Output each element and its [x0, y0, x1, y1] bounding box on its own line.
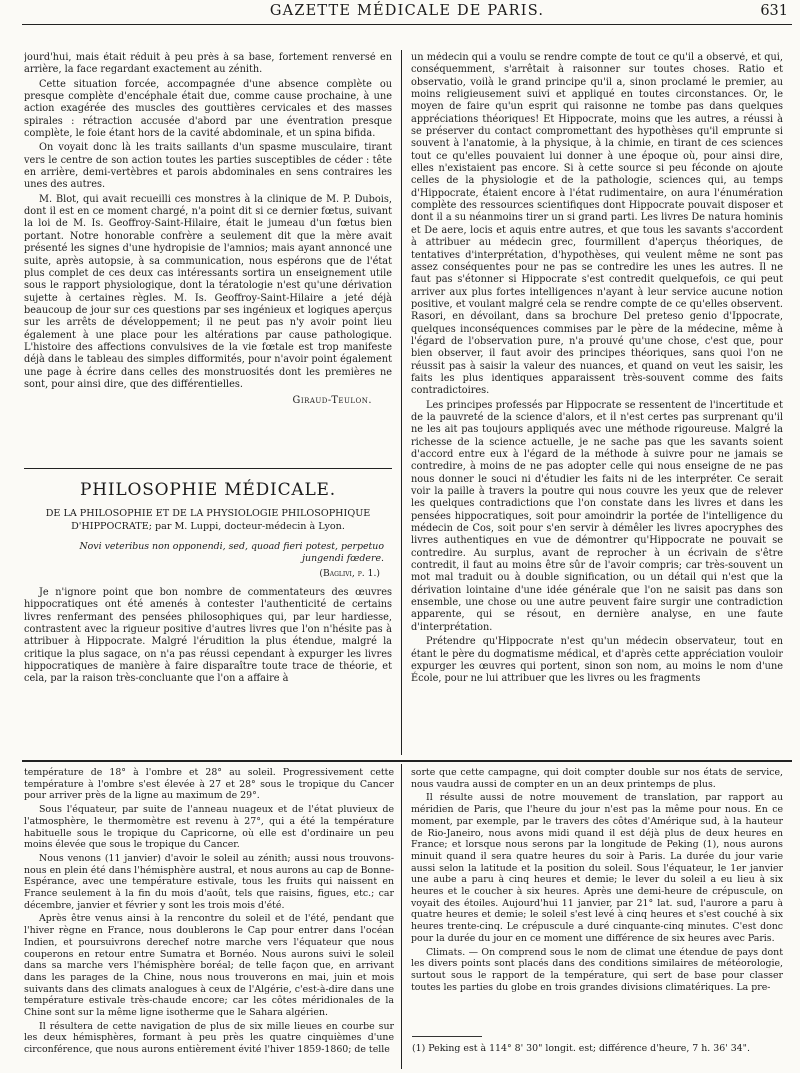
article-title [24, 508, 392, 533]
paragraph: un médecin qui a voulu se rendre compte de tout ce qu'il a observé, et qui, conséquemment, s'arrêtait à raisonner sur toutes choses. Ratio et observatio, voilà le grand principe qu'il a, sinon proclamé le premier, au moins religieusement suivi et appliqué en toutes circonstances. Or, le moyen de faire qu'un esprit qui raisonne ne tombe pas dans quelques appréciations théoriques! Et Hippocrate, moins que les autres, a réussi à se préserver du contact compromettant des hypothèses qu'il emprunte si souvent à l'anatomie, à la physique, à la chimie, en tirant de ces sciences tout ce qu'elles pouvaient lui donner à une époque où, pour ainsi dire, elles n'existaient pas encore. Si à cette source si peu féconde on ajoute celles de la physiologie et de la pathologie, sciences qui, au temps d'Hippocrate, étaient encore à l'état rudimentaire, on aura l'énumération complète des ressources scientifiques dont Hippocrate pouvait disposer et dont il a su néanmoins tirer un si grand parti. Les livres De natura hominis et De aere, locis et aquis entre autres, et que tous les savants s'accordent à attribuer au médecin grec, fourmillent d'aperçus théoriques, de tentatives d'interprétation, d'hypothèses, qui veulent même ne sont pas assez conséquentes pour ne pas se contredire les unes les autres. Il ne faut pas s'étonner si Hippocrate s'est contredit quelquefois, ce qui peut arriver aux plus fortes intelligences n'ayant à leur service aucune notion positive, et voulant malgré cela se rendre compte de ce qu'elles observent. Rasori, en dévoilant, dans sa brochure Del preteso genio d'Ippocrate, quelques inconséquences commises par le père de la médecine, même à l'égard de l'observation pure, n'a prouvé qu'une chose, c'est que, pour bien observer, il faut avoir des principes théoriques, sans quoi l'on ne réussit pas à saisir la valeur des nuances, et quand on veut les saisir, les faits les plus identiques apparaissent très-souvent comme des faits contradictoires. [411, 52, 783, 397]
paragraph: Nous venons (11 janvier) d'avoir le soleil au zénith; aussi nous trouvons-nous en plein été dans l'hémisphère austral, et nous aurons au cap de Bonne-Espérance, avec une température estivale, tous les fruits qui naissent en France seulement à la fin du mois d'août, tels que raisins, figues, etc.; car décembre, janvier et février y sont les trois mois d'été. [24, 852, 394, 911]
article-title-line-1: DE LA PHILOSOPHIE ET DE LA PHYSIOLOGIE PHILOSOPHIQUE [45, 508, 371, 519]
section-title: PHILOSOPHIE MÉDICALE. [80, 480, 336, 500]
bottom-right-column [411, 767, 783, 1033]
paragraph: Il résultera de cette navigation de plus de six mille lieues en courbe sur les deux hémisphères, formant à peu près les quatre cinquièmes d'une circonférence, que nous aurons entièrement évité l'hiver 1859-1860; de telle [24, 1020, 394, 1056]
paragraph: température de 18° à l'ombre et 28° au soleil. Progressivement cette température à l'ombre s'est élevée à 27 et 28° sous le tropique du Cancer pour arriver près de la ligne au maximum de 29°. [24, 767, 394, 802]
paragraph: M. Blot, qui avait recueilli ces monstres à la clinique de M. P. Dubois, dont il est en ce moment chargé, n'a point dit si ce dernier fœtus, suivant la loi de M. Is. Geoffroy-Saint-Hilaire, était le jumeau d'un fœtus bien portant. Notre honorable confrère a seulement dit que la mère avait présenté les signes d'une hydropisie de l'amnios; mais ayant annoncé une suite, après autopsie, à sa communication, nous espérons que de l'état plus complet de ces deux cas intéressants sortira un enseignement utile sous le rapport physiologique, dont la tératologie n'est qu'une dérivation sujette à certaines règles. M. Is. Geoffroy-Saint-Hilaire a jeté déjà beaucoup de jour sur ces questions par ses ingénieux et logiques aperçus sur les arrêts de développement; il ne peut pas n'y avoir point lieu également à une place pour les altérations par cause pathologique. L'histoire des affections convulsives de la vie fœtale est trop manifeste déjà dans le tableau des simples difformités, pour n'avoir point également une page à écrire dans celles des monstruosités dont les premières ne sont, pour ainsi dire, que des différentielles. [24, 193, 392, 390]
column-divider [401, 764, 402, 1069]
paragraph: Après être venus ainsi à la rencontre du soleil et de l'été, pendant que l'hiver règne en France, nous doublerons le Cap pour entrer dans l'océan Indien, et poursuivrons derechef notre marche vers l'équateur que nous couperons en retour entre Sumatra et Bornéo. Nous aurons suivi le soleil dans sa marche vers l'hémisphère boréal; de telle façon que, en arrivant dans les parages de la Chine, nous nous trouverons en mai, juin et mois suivants dans des climats analogues à ceux de l'Algérie, c'est-à-dire dans une température estivale très-chaude encore; car les côtes méridionales de la Chine sont sur la même ligne isotherme que le Sahara algérien. [24, 913, 394, 1019]
article-title-line-2: D'HIPPOCRATE; par M. Luppi, docteur-médecin à Lyon. [71, 520, 345, 532]
epigraph: Novi veteribus non opponendi, sed, quoad fieri potest, perpetuo jungendi fœdere. [79, 541, 384, 564]
page-header [22, 0, 792, 25]
section-divider [24, 468, 392, 469]
journal-title: GAZETTE MÉDICALE DE PARIS. [269, 3, 545, 19]
paragraph: Prétendre qu'Hippocrate n'est qu'un médecin observateur, tout en étant le père du dogmatisme médical, et d'après cette appréciation vouloir expurger les œuvres qui portent, sinon son nom, au moins le nom d'une École, pour ne lui attribuer que les livres ou les fragments [411, 636, 783, 685]
paragraph: Sous l'équateur, par suite de l'anneau nuageux et de l'état pluvieux de l'atmosphère, le thermomètre est revenu à 27°, qui a été la température habituelle sous le tropique du Capricorne, où elle est d'ordinaire un peu moins élevée que sous le tropique du Cancer. [24, 804, 394, 851]
paragraph: Les principes professés par Hippocrate se ressentent de l'incertitude et de la pauvreté de la science d'alors, et il n'est certes pas surprenant qu'il ne les ait pas toujours appliqués avec une méthode rigoureuse. Malgré la richesse de la science actuelle, je ne sache pas que les savants soient d'accord entre eux à l'égard de la méthode à suivre pour ne jamais se contredire, à moins de ne pas adopter celle qui nous enseigne de ne pas nous donner le souci ni d'étudier les faits ni de les interpréter. Ce serait voir la paille à travers la poutre qui nous couvre les yeux que de relever les quelques contradictions que l'on constate dans les livres et dans les pensées hippocratiques, soit pour amoindrir la portée de l'intelligence du médecin de Cos, soit pour s'en servir à démêler les livres apocryphes des livres authentiques en vue de démontrer qu'Hippocrate ne pouvait se contredire. Au surplus, avant de reprocher à un écrivain de s'être contredit, il faut au moins être sûr de l'avoir compris; car très-souvent un mot mal traduit ou à double signification, ou un détail qui n'est que la dérivation lointaine d'une idée générale que l'on ne saisit pas dans son ensemble, une chose ou une autre peuvent faire surgir une contradiction apparente, qui se résout, en dernière analyse, en une faute d'interprétation. [411, 399, 783, 633]
paragraph: Il résulte aussi de notre mouvement de translation, par rapport au méridien de Paris, que l'heure du jour n'est pas la même pour nous. En ce moment, par exemple, par le travers des côtes d'Amérique sud, à la hauteur de Rio-Janeiro, nous avons midi quand il est déjà plus de deux heures en France; et lorsque nous serons par la longitude de Peking (1), nous aurons minuit quand il sera quatre heures du soir à Paris. La durée du jour varie aussi selon la latitude et la position du soleil. Sous l'équateur, le 1er janvier une aube a paru à cinq heures et demie; le lever du soleil a eu lieu à six heures et le coucher à six heures. Après une demi-heure de crépuscule, on voyait des étoiles. Aujourd'hui 11 janvier, par 21° lat. sud, l'aurore a paru à quatre heures et demie; le soleil s'est levé à cinq heures et s'est couché à six heures trente-cinq. Le crépuscule a duré cinquante-cinq minutes. C'est donc pour la durée du jour en ce moment une différence de six heures avec Paris. [411, 792, 783, 944]
author-signature: Giraud-Teulon. [292, 395, 372, 407]
top-right-column [411, 52, 783, 756]
paragraph: jourd'hui, mais était réduit à peu près à sa base, fortement renversé en arrière, la face regardant exactement au zénith. [24, 52, 392, 76]
paragraph: On voyait donc là les traits saillants d'un spasme musculaire, tirant vers le centre de son action toutes les parties susceptibles de céder : tête en arrière, demi-vertèbres et parois abdominales en sens contraires les unes des autres. [24, 142, 392, 191]
philosophy-section [24, 476, 392, 750]
paragraph: Je n'ignore point que bon nombre de commentateurs des œuvres hippocratiques ont été amenés à contester l'authenticité de certains livres renfermant des pensées philosophiques qui, par leur hardiesse, contrastent avec la rigueur positive d'autres livres que l'on n'hésite pas à attribuer à Hippocrate. Malgré l'érudition la plus étendue, malgré la critique la plus sagace, on n'a pas réussi cependant à expurger les livres hippocratiques de manière à faire disparaître toute trace de théorie, et cela, par la raison très-concluante que l'on a affaire à [24, 587, 392, 685]
paragraph: Climats. — On comprend sous le nom de climat une étendue de pays dont les divers points sont placés dans des conditions similaires de météorologie, surtout sous le rapport de la température, qui sert de base pour classer toutes les parties du globe en trois grandes divisions climatériques. La pre- [411, 946, 783, 993]
paragraph: Cette situation forcée, accompagnée d'une absence complète ou presque complète d'encéphale était due, comme cause prochaine, à une action exagérée des muscles des gouttières cervicales et des masses spirales : rétraction accusée d'abord par une éventration presque complète, le foie étant hors de la cavité abdominale, et un spina bifida. [24, 78, 392, 140]
band-separator [22, 760, 792, 762]
epigraph-source: (Baglivi, p. 1.) [319, 568, 380, 579]
bottom-left-column [24, 767, 394, 1067]
footnote-rule [412, 1036, 482, 1037]
page-number: 631 [760, 3, 788, 19]
paragraph: sorte que cette campagne, qui doit compter double sur nos états de service, nous vaudra aussi de compter en un an deux printemps de plus. [411, 767, 783, 790]
top-left-column [24, 52, 392, 462]
footnote: (1) Peking est à 114° 8' 30" longit. est; différence d'heure, 7 h. 36' 34". [412, 1043, 750, 1054]
column-divider [401, 50, 402, 755]
